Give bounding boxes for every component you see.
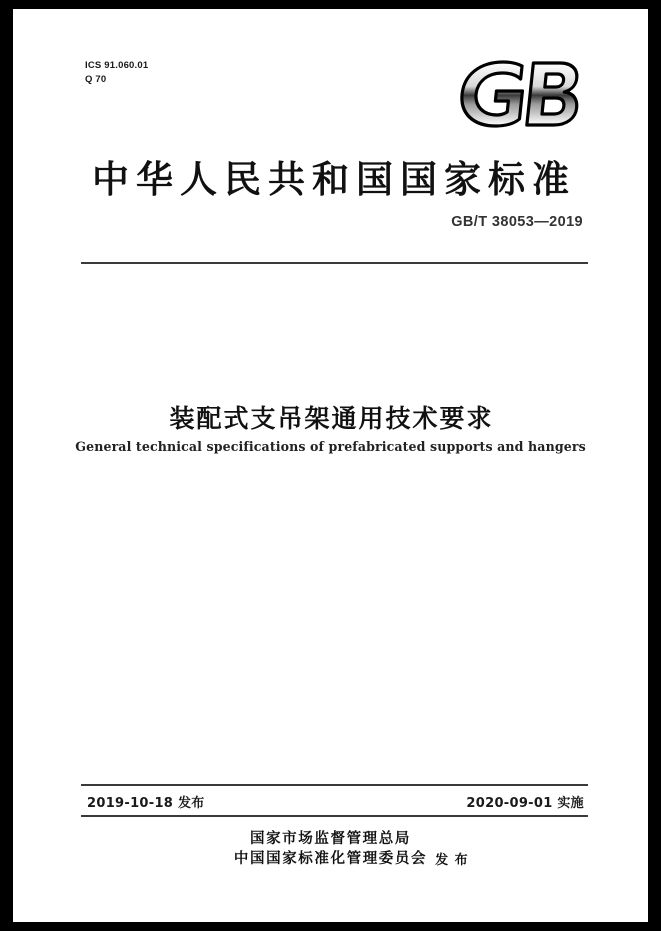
publisher-names	[233, 829, 469, 869]
publish-verb: 发 布	[435, 853, 469, 868]
publisher-line-2: 中国国家标准化管理委员会	[233, 851, 428, 867]
issue-date: 2019-10-18 发布	[87, 796, 205, 811]
publisher-block	[13, 829, 648, 869]
header-divider	[81, 262, 588, 264]
standard-cover-page	[13, 9, 648, 922]
ics-code: ICS 91.060.01	[85, 60, 149, 71]
publisher-line-1: 国家市场监督管理总局	[249, 831, 411, 847]
classification-code: Q 70	[85, 74, 107, 85]
document-title-en: General technical specifications of prefabricated supports and hangers	[75, 439, 586, 454]
footer-divider-bottom	[81, 815, 588, 817]
gb-logo	[448, 57, 588, 131]
standard-number: GB/T 38053—2019	[451, 214, 583, 230]
standard-authority-title: 中华人民共和国国家标准	[92, 158, 576, 201]
document-title-cn: 装配式支吊架通用技术要求	[169, 404, 494, 433]
footer-divider-top	[81, 784, 588, 786]
ics-code-block	[85, 59, 148, 87]
effective-date: 2020-09-01 实施	[466, 796, 584, 811]
